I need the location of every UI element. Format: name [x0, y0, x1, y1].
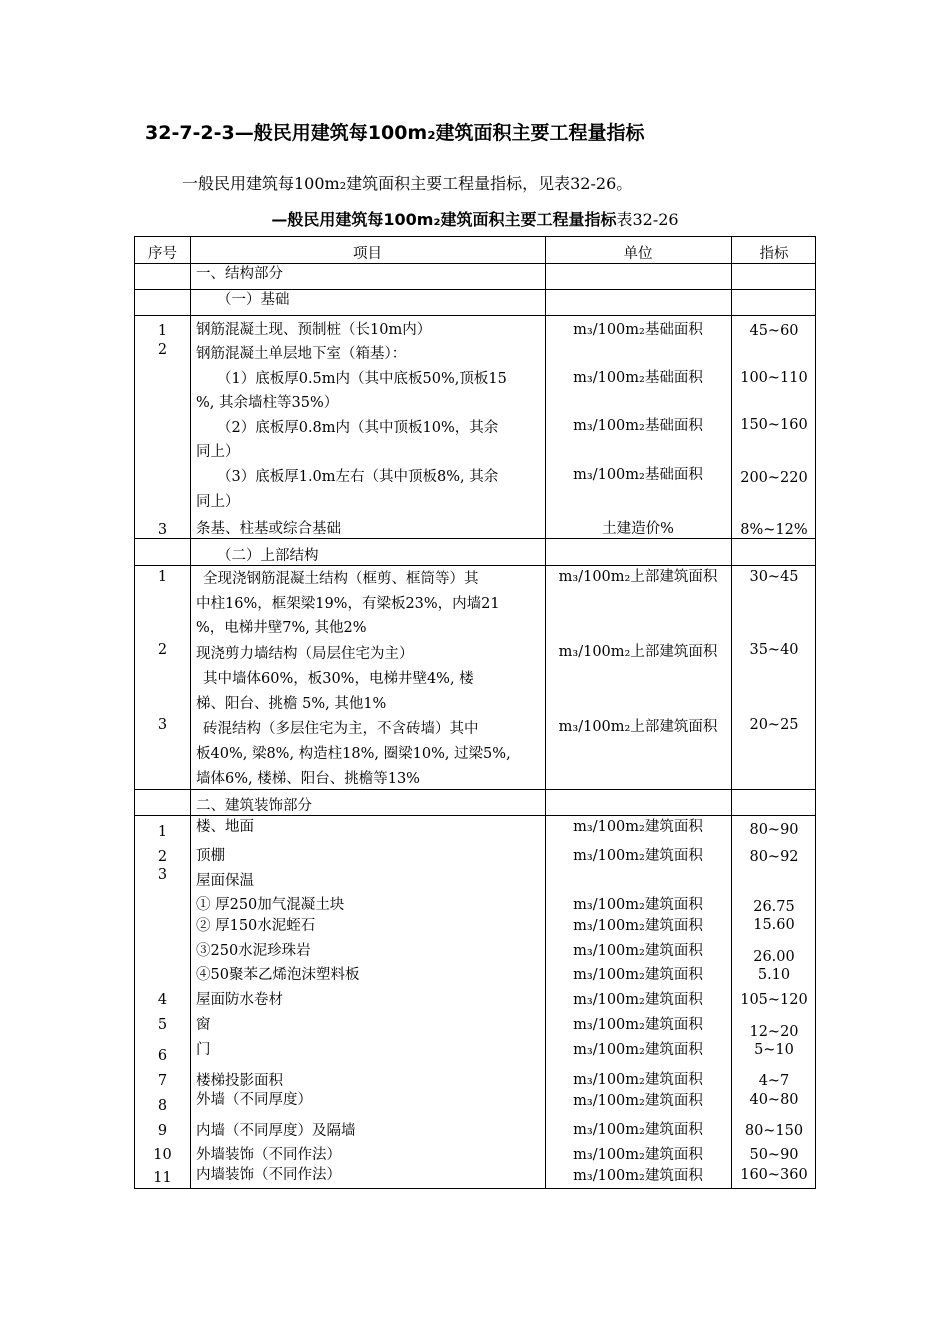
indicator-value: 50~90 — [749, 1147, 799, 1163]
item-text: 内墙装饰（不同作法） — [196, 1167, 341, 1183]
unit-text: m₃/100m₂基础面积 — [573, 370, 703, 386]
item-text: 墙体6%, 楼梯、阳台、挑檐等13% — [196, 771, 420, 787]
table-caption — [0, 207, 950, 230]
row-index: 2 — [157, 342, 168, 358]
row-index: 11 — [153, 1170, 172, 1186]
item-text: （2）底板厚0.8m内（其中顶板10%，其余 — [217, 420, 499, 436]
table-divider — [135, 289, 815, 290]
unit-text: m₃/100m₂建筑面积 — [573, 1017, 703, 1033]
item-text: 中柱16%，框架梁19%，有梁板23%，内墙21 — [196, 596, 500, 612]
item-text: 条基、柱基或综合基础 — [196, 521, 341, 537]
item-text: 同上） — [196, 444, 240, 460]
unit-text: m₃/100m₂基础面积 — [573, 322, 703, 338]
item-text: 砖混结构（多层住宅为主，不含砖墙）其中 — [203, 721, 479, 737]
table-divider — [190, 237, 191, 1188]
item-text: 钢筋混凝土现、预制桩（长10m内） — [196, 322, 432, 338]
indicator-value: 20~25 — [749, 717, 799, 733]
item-text: （3）底板厚1.0m左右（其中顶板8%, 其余 — [217, 469, 499, 485]
item-text: %，电梯井壁7%, 其他2% — [196, 620, 367, 636]
table-caption-title: —般民用建筑每100m₂建筑面积主要工程量指标 — [271, 210, 617, 229]
unit-text: m₃/100m₂建筑面积 — [573, 967, 703, 983]
indicator-value: 80~92 — [749, 849, 799, 865]
row-index: 9 — [157, 1123, 168, 1139]
unit-text: m₃/100m₂基础面积 — [573, 418, 703, 434]
section-heading: 32-7-2-3—般民用建筑每100m₂建筑面积主要工程量指标 — [145, 122, 645, 144]
indicator-value: 15.60 — [753, 917, 795, 933]
unit-text: m₃/100m₂建筑面积 — [573, 1093, 703, 1109]
row-index: 7 — [157, 1073, 168, 1089]
indicator-value: 12~20 — [749, 1024, 799, 1040]
row-index: 1 — [157, 323, 168, 339]
unit-text: m₃/100m₂建筑面积 — [573, 897, 703, 913]
unit-text: m₃/100m₂建筑面积 — [573, 943, 703, 959]
item-text: 其中墙体60%，板30%，电梯井壁4%, 楼 — [203, 671, 474, 687]
item-text: 门 — [196, 1042, 211, 1058]
unit-text: m₃/100m₂建筑面积 — [573, 819, 703, 835]
intro-paragraph: 一般民用建筑每100m₂建筑面积主要工程量指标，见表32-26。 — [182, 174, 633, 193]
unit-text: m₃/100m₂建筑面积 — [573, 918, 703, 934]
item-text: 现浇剪力墙结构（局层住宅为主） — [196, 646, 414, 662]
unit-text: m₃/100m₂建筑面积 — [573, 1042, 703, 1058]
row-index: 2 — [157, 642, 168, 658]
item-text: ③250水泥珍珠岩 — [196, 943, 311, 959]
item-text: 同上） — [196, 494, 240, 510]
item-text: 窗 — [196, 1017, 211, 1033]
unit-text: m₃/100m₂基础面积 — [573, 467, 703, 483]
indicator-value: 5~10 — [754, 1042, 794, 1058]
unit-text: m₃/100m₂上部建筑面积 — [558, 644, 718, 660]
row-index: 2 — [157, 849, 168, 865]
item-text: 楼梯投影面积 — [196, 1073, 283, 1089]
indicator-value: 26.00 — [753, 949, 795, 965]
item-text: 全现浇钢筋混凝土结构（框剪、框筒等）其 — [203, 571, 479, 587]
unit-text: m₃/100m₂建筑面积 — [573, 992, 703, 1008]
table-divider — [135, 565, 815, 566]
item-text: 二、建筑装饰部分 — [196, 798, 312, 814]
row-index: 8 — [157, 1098, 168, 1114]
item-text: 外墙装饰（不同作法） — [196, 1147, 341, 1163]
item-text: ① 厚250加气混凝土块 — [196, 897, 345, 913]
indicator-value: 5.10 — [757, 967, 791, 983]
table-divider — [135, 815, 815, 816]
unit-text: 土建造价% — [602, 521, 674, 537]
item-text: 楼、地面 — [196, 819, 254, 835]
indicator-value: 80~90 — [749, 822, 799, 838]
unit-text: m₃/100m₂建筑面积 — [573, 1147, 703, 1163]
row-index: 5 — [157, 1017, 168, 1033]
item-text: 内墙（不同厚度）及隔墙 — [196, 1123, 356, 1139]
table-caption-number: 表32-26 — [616, 210, 679, 229]
item-text: （二）上部结构 — [217, 548, 319, 564]
indicator-value: 4~7 — [758, 1073, 790, 1089]
row-index: 10 — [153, 1147, 172, 1163]
header-item: 项目 — [353, 246, 382, 262]
item-text: （一）基础 — [217, 292, 290, 308]
table-divider — [135, 315, 815, 316]
indicator-value: 40~80 — [749, 1092, 799, 1108]
item-text: （1）底板厚0.5m内（其中底板50%,顶板15 — [217, 371, 507, 387]
unit-text: m₃/100m₂建筑面积 — [573, 848, 703, 864]
row-index: 6 — [157, 1048, 168, 1064]
item-text: 屋面保温 — [196, 873, 254, 889]
indicator-value: 160~360 — [740, 1167, 808, 1183]
row-index: 3 — [157, 522, 168, 538]
unit-text: m₃/100m₂建筑面积 — [573, 1072, 703, 1088]
item-text: 钢筋混凝土单层地下室（箱基）： — [196, 346, 407, 362]
header-indicator: 指标 — [759, 246, 789, 262]
row-index: 3 — [157, 717, 168, 733]
item-text: ④50聚苯乙烯泡沫塑料板 — [196, 967, 360, 983]
indicator-value: 105~120 — [740, 992, 808, 1008]
unit-text: m₃/100m₂上部建筑面积 — [558, 719, 718, 735]
item-text: %, 其余墙柱等35%） — [196, 395, 339, 411]
item-text: 屋面防水卷材 — [196, 992, 283, 1008]
indicator-value: 150~160 — [740, 417, 808, 433]
indicator-value: 100~110 — [740, 370, 808, 386]
item-text: ② 厚150水泥蛭石 — [196, 918, 316, 934]
row-index: 1 — [157, 569, 168, 585]
item-text: 顶棚 — [196, 848, 225, 864]
unit-text: m₃/100m₂建筑面积 — [573, 1168, 703, 1184]
indicator-value: 30~45 — [749, 569, 799, 585]
indicator-value: 200~220 — [740, 470, 808, 486]
indicator-table — [134, 236, 816, 1189]
table-divider — [135, 538, 815, 539]
unit-text: m₃/100m₂上部建筑面积 — [558, 569, 718, 585]
item-text: 外墙（不同厚度） — [196, 1092, 312, 1108]
indicator-value: 80~150 — [744, 1123, 804, 1139]
row-index: 3 — [157, 867, 168, 883]
item-text: 一、结构部分 — [196, 266, 283, 282]
indicator-value: 35~40 — [749, 642, 799, 658]
row-index: 1 — [157, 824, 168, 840]
item-text: 板40%, 梁8%, 构造柱18%, 圈梁10%, 过梁5%, — [196, 746, 511, 762]
table-divider — [135, 263, 815, 264]
unit-text: m₃/100m₂建筑面积 — [573, 1122, 703, 1138]
header-unit: 单位 — [623, 246, 653, 262]
indicator-value: 26.75 — [753, 899, 795, 915]
indicator-value: 45~60 — [749, 323, 799, 339]
row-index: 4 — [157, 992, 168, 1008]
header-index: 序号 — [148, 246, 177, 262]
table-divider — [135, 789, 815, 790]
indicator-value: 8%~12% — [740, 522, 808, 538]
item-text: 梯、阳台、挑檐 5%, 其他1% — [196, 696, 387, 712]
